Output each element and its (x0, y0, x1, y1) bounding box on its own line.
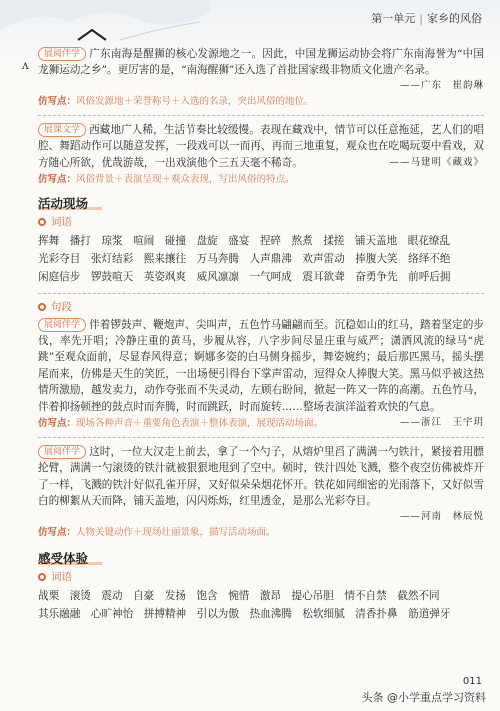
word-item: 人声鼎沸 (249, 253, 292, 266)
tip-text: 人物关键动作＋现场壮丽景象，描写活动场面。 (76, 526, 276, 538)
word-item: 锣鼓喧天 (90, 271, 134, 284)
word-item: 万马奔腾 (196, 253, 239, 266)
word-item: 震动 (101, 589, 123, 602)
word-item: 自豪 (133, 589, 155, 602)
word-item: 威风凛凛 (196, 271, 239, 284)
divider (38, 437, 484, 438)
subhead-words (38, 215, 484, 230)
paragraph-text: 这时，一位大汉走上前去，拿了一个勺子，从熔炉里舀了满满一勺铁汁，紧接着用膘抡臂，满满一勺滚烫的铁汁就被狠狠地甩到了空中。顿时，铁汁四处飞溅，整个夜空仿佛被炸开了一样，飞溅的铁汁好似孔雀开屏，又好似朵朵烟花怀开。铁花如同细密的光雨落下，又好似雪白的柳絮从天而降，铺天盖地，闪闪烁烁，红里透金，是那么光彩夺目。 (38, 446, 484, 508)
tip-label: 仿写点： (38, 526, 77, 538)
divider (38, 293, 484, 294)
author-line: ——河南 林辰悦 (399, 510, 484, 522)
word-item: 奋勇争先 (355, 271, 398, 284)
tip-label: 仿写点： (38, 418, 77, 430)
author-line: ——广东 崔韵琳 (399, 79, 484, 91)
word-list (38, 232, 484, 287)
word-item: 英姿飒爽 (143, 271, 187, 284)
section-title-activity: 活动现场 (38, 196, 89, 212)
word-item: 松软细腻 (302, 607, 345, 620)
word-item: 饱含 (196, 589, 218, 602)
circle-icon (38, 573, 46, 581)
paragraph-text: 伴着锣鼓声、鞭炮声、尖叫声，五色竹马翩翩而至。沉稳如山的红马，踏着坚定的步伐，率先开唱；冷静庄重的黄马，步履从容，八字步间尽显庄重与威严；潇洒风流的绿马“虎跳”至观众面前，尽显春风得意；婀娜多姿的白马侧身摇步，舞姿婉约；最后那匹黑马，摇头摆尾而来，仿佛是天生的笑匠，一出场便引得台下掌声雷动，逗得众人捧腹大笑。黑马似乎被这热情所激励，越发卖力，动作夸张而不失灵动，左顾右盼间，掀起一阵又一阵的高潮。五色竹马，伴着抑扬顿挫的鼓点时而奔腾，时而跳跃，时而旋转……整场表演洋溢着欢快的气息。 (38, 318, 484, 413)
word-item: 揉搓 (323, 235, 345, 248)
subhead-label: 词语 (51, 216, 72, 229)
word-item: 熙来攘往 (143, 253, 187, 266)
word-item: 情不自禁 (344, 589, 387, 602)
word-list (38, 587, 484, 623)
word-item: 一气呵成 (249, 271, 292, 284)
word-item: 播打 (69, 235, 91, 248)
tip-label: 仿写点： (38, 95, 77, 107)
word-item: 其乐融融 (38, 607, 81, 620)
word-item: 张灯结彩 (90, 253, 134, 266)
word-item: 震耳欲聋 (302, 271, 345, 284)
corner-mark-icon: ʌ (22, 58, 29, 72)
word-item: 发扬 (164, 589, 186, 602)
subhead-sentences (38, 300, 484, 315)
divider (38, 115, 484, 116)
word-item: 热血沸腾 (249, 607, 292, 620)
unit-label: 第一单元 (371, 12, 416, 25)
word-item: 前呼后拥 (408, 271, 451, 284)
word-item: 熬煮 (291, 235, 313, 248)
word-item: 琼浆 (101, 235, 123, 248)
word-item: 捏碎 (259, 235, 281, 248)
content (38, 46, 484, 623)
author-line: ——浙江 王宇玥 (399, 417, 484, 429)
tip-line (38, 95, 484, 109)
paragraph-text: 广东南海是醒狮的核心发源地之一。因此，中国龙狮运动协会将广东南海誉为“中国龙狮运动之乡”。更厉害的是，“南海醒狮”还入选了首批国家级非物质文化遗产名录。 (38, 48, 484, 77)
word-item: 截然不同 (397, 589, 440, 602)
word-item: 清香扑鼻 (355, 607, 398, 620)
tip-text: 现场各种声音＋重要角色表演＋整体表演，展现活动场面。 (76, 418, 324, 430)
word-item: 滚烫 (69, 589, 91, 602)
word-item: 喧闹 (133, 235, 155, 248)
tip-text: 风俗背景＋表演呈现＋观众表现，写出风俗的特点。 (76, 174, 295, 186)
word-item: 闲庭信步 (38, 271, 81, 284)
word-item: 眼花缭乱 (407, 235, 451, 248)
word-item: 欢声雷动 (302, 253, 345, 266)
word-item: 拼搏精神 (143, 607, 187, 620)
paragraph-2 (38, 122, 484, 171)
tag-badge: 展阅伴学 (38, 318, 86, 332)
tip-text: 风俗发源地＋荣誉称号＋入选的名录，突出风俗的地位。 (76, 95, 314, 107)
word-item: 激昂 (259, 589, 281, 602)
tip-label: 仿写点： (38, 174, 77, 186)
word-item: 心旷神怡 (90, 607, 134, 620)
paragraph-1 (38, 46, 484, 79)
word-item: 引以为傲 (196, 607, 239, 620)
paragraph-text: 西藏地广人稀，生活节奏比较缓慢。表现在藏戏中，情节可以任意拖延，艺人们的唱腔、舞蹈动作可以随意发挥，一段戏可以一而再、再而三地重复，观众也在吃喝玩耍中看戏，双方随心所欲，优哉游哉，一出戏演他个三五天毫不稀奇。 (38, 123, 484, 169)
tag-badge: 展阅伴学 (38, 445, 86, 459)
watermark: 头条 @小学重点学习资料 (361, 691, 486, 704)
paragraph-4 (38, 444, 484, 510)
word-item: 盛宴 (228, 235, 250, 248)
circle-icon (38, 303, 46, 311)
word-item: 提心吊胆 (291, 589, 334, 602)
word-item: 惋惜 (228, 589, 250, 602)
word-item: 络绎不绝 (408, 253, 451, 266)
word-item: 碰撞 (164, 235, 186, 248)
word-item: 捧腹大笑 (355, 253, 398, 266)
tip-line (38, 526, 484, 540)
author-line: ——马建明《藏戏》 (389, 156, 484, 168)
subhead-label: 句段 (51, 300, 72, 313)
tag-badge: 展阅伴学 (38, 47, 86, 61)
word-item: 光彩夺目 (38, 253, 81, 266)
page-number: 011 (462, 676, 482, 687)
word-item: 盘旋 (196, 235, 218, 248)
word-item: 战栗 (38, 589, 60, 602)
subhead-words (38, 570, 484, 585)
subhead-label: 词语 (51, 570, 72, 583)
circle-icon (38, 218, 46, 226)
chapter-title: 家乡的风俗 (427, 12, 482, 25)
tip-line (38, 173, 484, 187)
tag-badge: 展课文学 (38, 123, 86, 137)
word-item: 挥舞 (38, 235, 60, 248)
page-header: 第一单元 | 家乡的风俗 (371, 12, 482, 25)
section-title-experience: 感受体验 (38, 550, 89, 566)
word-item: 筋道弹牙 (408, 607, 451, 620)
word-item: 铺天盖地 (354, 235, 398, 248)
